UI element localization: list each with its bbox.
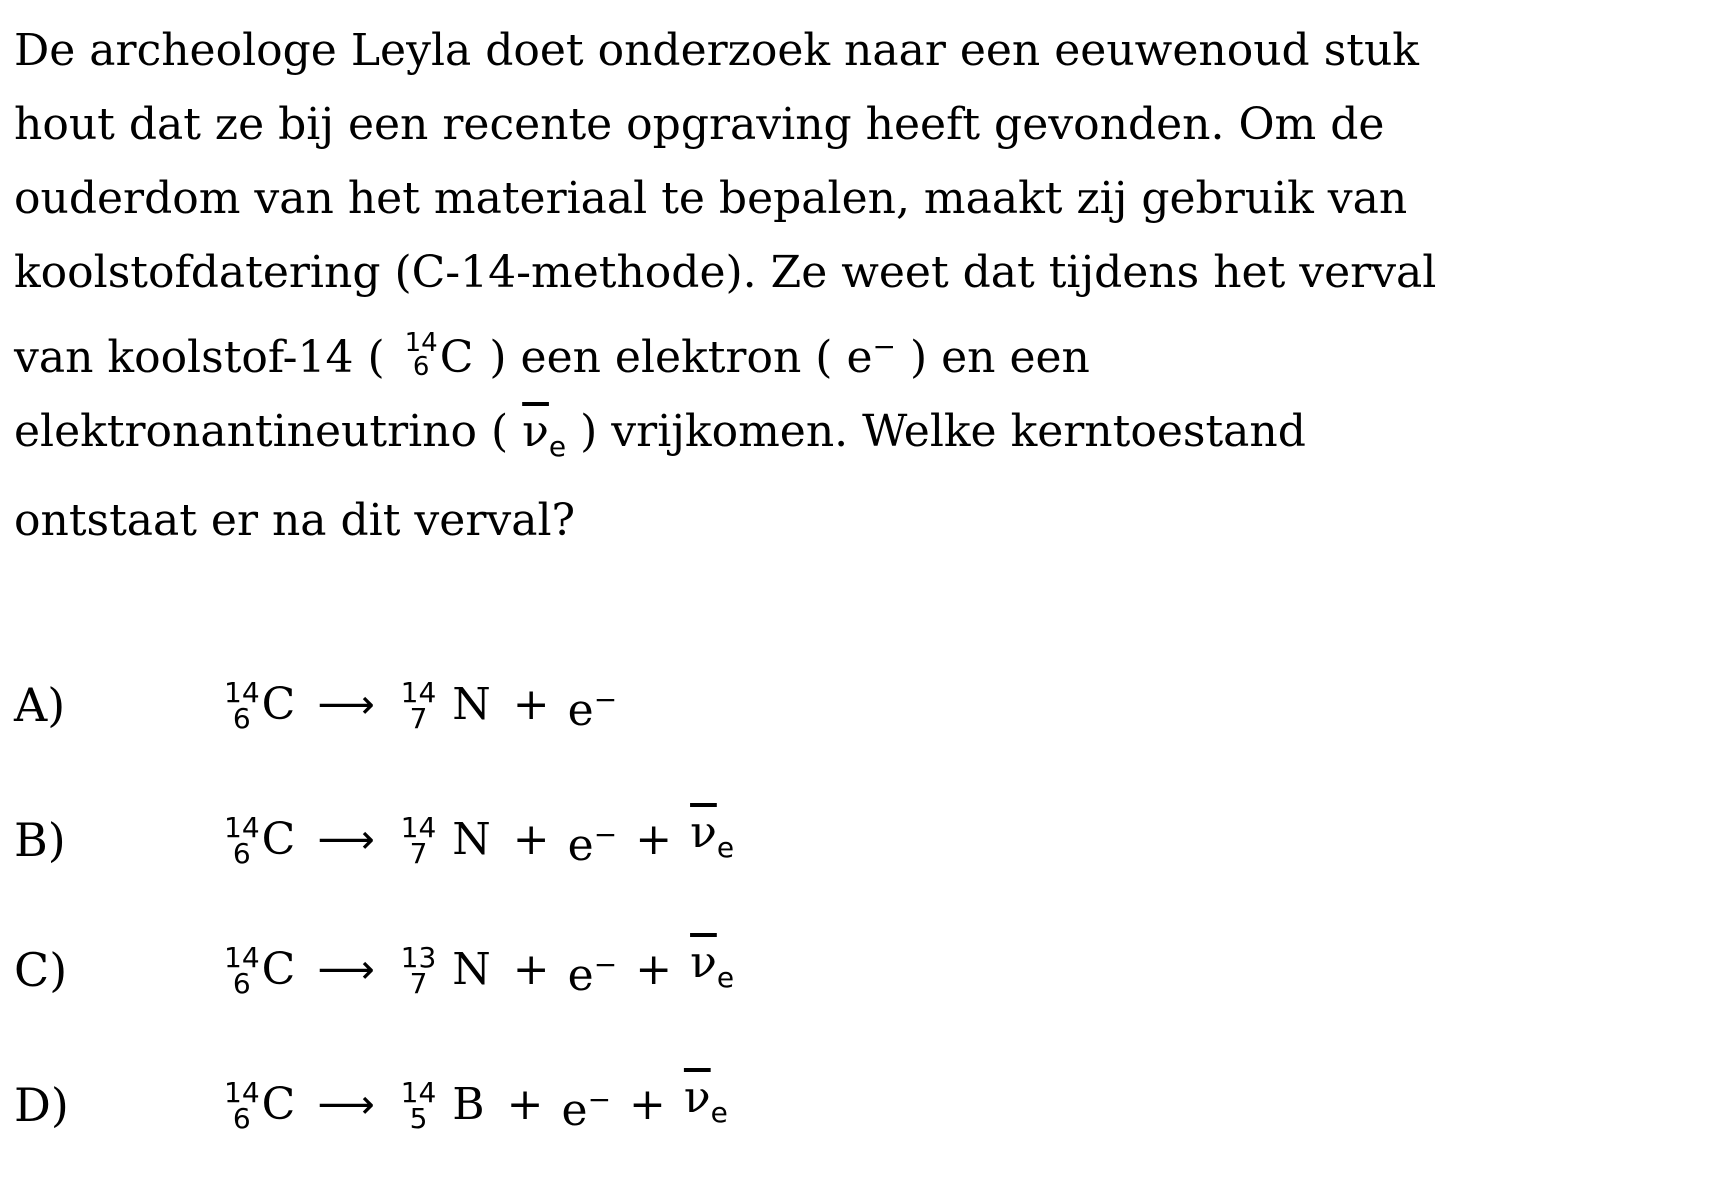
plus-sign: + [635,944,673,995]
question-line-6-part-b: ) vrijkomen. Welke kerntoestand [580,406,1306,457]
product-numbers [400,810,437,870]
option-letter: B) [14,813,66,867]
reactant-mass-number: 14 [224,675,260,709]
reaction-arrow: ⟶ [317,682,375,728]
electron-symbol: e [567,949,594,1001]
question-line-1: De archeologe Leyla doet onderzoek naar een eeuwenoud stuk [14,25,1419,76]
carbon-atomic-number: 6 [412,351,430,382]
product-mass-number: 13 [400,940,437,974]
product-isotope [401,940,491,1000]
plus-sign: + [512,679,550,730]
electron-symbol: e [567,819,594,871]
reaction-equation [224,803,734,878]
answer-option[interactable] [14,795,1014,885]
electron-charge: − [872,330,896,363]
electron-charge: − [593,682,618,716]
reactant-numbers [224,1075,260,1135]
reactant-isotope [224,1075,295,1135]
antineutrino-subscript: e [710,1095,728,1129]
electron-charge: − [593,817,618,851]
reactant-isotope [224,940,295,1000]
product-atomic-number: 5 [409,1101,428,1135]
reaction-arrow: ⟶ [317,1082,375,1128]
electron-notation [846,332,896,383]
reactant-symbol: C [261,944,296,995]
reactant-numbers [224,675,260,735]
product-mass-number: 14 [400,1075,437,1109]
reactant-symbol: C [261,1079,296,1130]
option-letter: A) [14,678,66,732]
product-numbers [400,940,437,1000]
reactant-atomic-number: 6 [232,836,251,870]
reaction-arrow: ⟶ [317,947,375,993]
antineutrino-term [684,1068,728,1143]
antineutrino-subscript: e [716,960,735,994]
reactant-mass-number: 14 [224,810,260,844]
reactant-mass-number: 14 [224,940,260,974]
antineutrino-symbol: $\overline{\nu}$ [683,1071,711,1123]
electron-symbol: e [846,332,873,383]
question-line-2: hout dat ze bij een recente opgraving heeft gevonden. Om de [14,99,1385,150]
answer-option[interactable] [14,925,1014,1015]
product-symbol: B [452,1079,485,1130]
electron-symbol: e [567,684,594,736]
plus-sign: + [635,814,673,865]
electron-term [568,670,618,741]
plus-sign: + [512,814,550,865]
reactant-numbers [224,810,260,870]
question-line-5 [14,310,1704,395]
reactant-mass-number: 14 [224,1075,260,1109]
reaction-arrow: ⟶ [317,817,375,863]
electron-symbol: e [561,1084,588,1136]
product-isotope [401,810,491,870]
product-isotope [401,1075,485,1135]
carbon-mass-number: 14 [404,327,438,358]
reactant-symbol: C [261,814,296,865]
carbon-symbol: C [439,332,474,383]
antineutrino-symbol: $\overline{\nu}$ [690,806,717,858]
reactant-symbol: C [261,679,296,730]
antineutrino-term [690,803,734,878]
antineutrino-subscript: e [548,430,567,463]
antineutrino-symbol: $\overline{\nu}$ [522,406,549,457]
question-line-5-part-c: ) en een [909,332,1090,383]
product-atomic-number: 7 [409,966,428,1000]
product-isotope [401,675,491,735]
plus-sign: + [512,944,550,995]
carbon-14-isotope [405,321,474,395]
product-atomic-number: 7 [409,836,428,870]
question-line-6 [14,395,1704,484]
option-letter: D) [14,1078,69,1132]
answer-option[interactable] [14,1060,1014,1150]
product-mass-number: 14 [400,675,437,709]
plus-sign: + [506,1079,544,1130]
product-numbers [400,1075,437,1135]
product-symbol: N [452,814,491,865]
electron-charge: − [587,1082,612,1116]
option-letter: C) [14,943,68,997]
antineutrino-term [690,933,734,1008]
reactant-isotope [224,810,295,870]
antineutrino-notation [522,406,567,463]
reaction-equation [224,1068,728,1143]
reactant-isotope [224,675,295,735]
product-symbol: N [452,679,491,730]
question-text [14,14,1704,558]
question-line-3: ouderdom van het materiaal te bepalen, maakt zij gebruik van [14,173,1408,224]
antineutrino-subscript: e [716,830,735,864]
question-line-4: koolstofdatering (C-14-methode). Ze weet dat tijdens het verval [14,247,1437,298]
question-line-5-part-b: ) een elektron ( [489,332,833,383]
product-numbers [400,675,437,735]
electron-charge: − [593,947,618,981]
product-symbol: N [452,944,491,995]
reactant-atomic-number: 6 [232,701,251,735]
question-line-6-part-a: elektronantineutrino ( [14,406,509,457]
question-line-5-part-a: van koolstof-14 ( [14,332,385,383]
product-mass-number: 14 [400,810,437,844]
plus-sign: + [629,1079,666,1130]
product-atomic-number: 7 [409,701,428,735]
electron-term [568,805,618,876]
reactant-atomic-number: 6 [232,966,251,1000]
reaction-equation [224,670,617,741]
electron-term [568,935,618,1006]
reaction-equation [224,933,734,1008]
reactant-atomic-number: 6 [232,1101,251,1135]
question-line-7: ontstaat er na dit verval? [14,495,576,546]
antineutrino-symbol: $\overline{\nu}$ [690,936,717,988]
answer-option[interactable] [14,660,1014,750]
electron-term [562,1070,612,1141]
reactant-numbers [224,940,260,1000]
